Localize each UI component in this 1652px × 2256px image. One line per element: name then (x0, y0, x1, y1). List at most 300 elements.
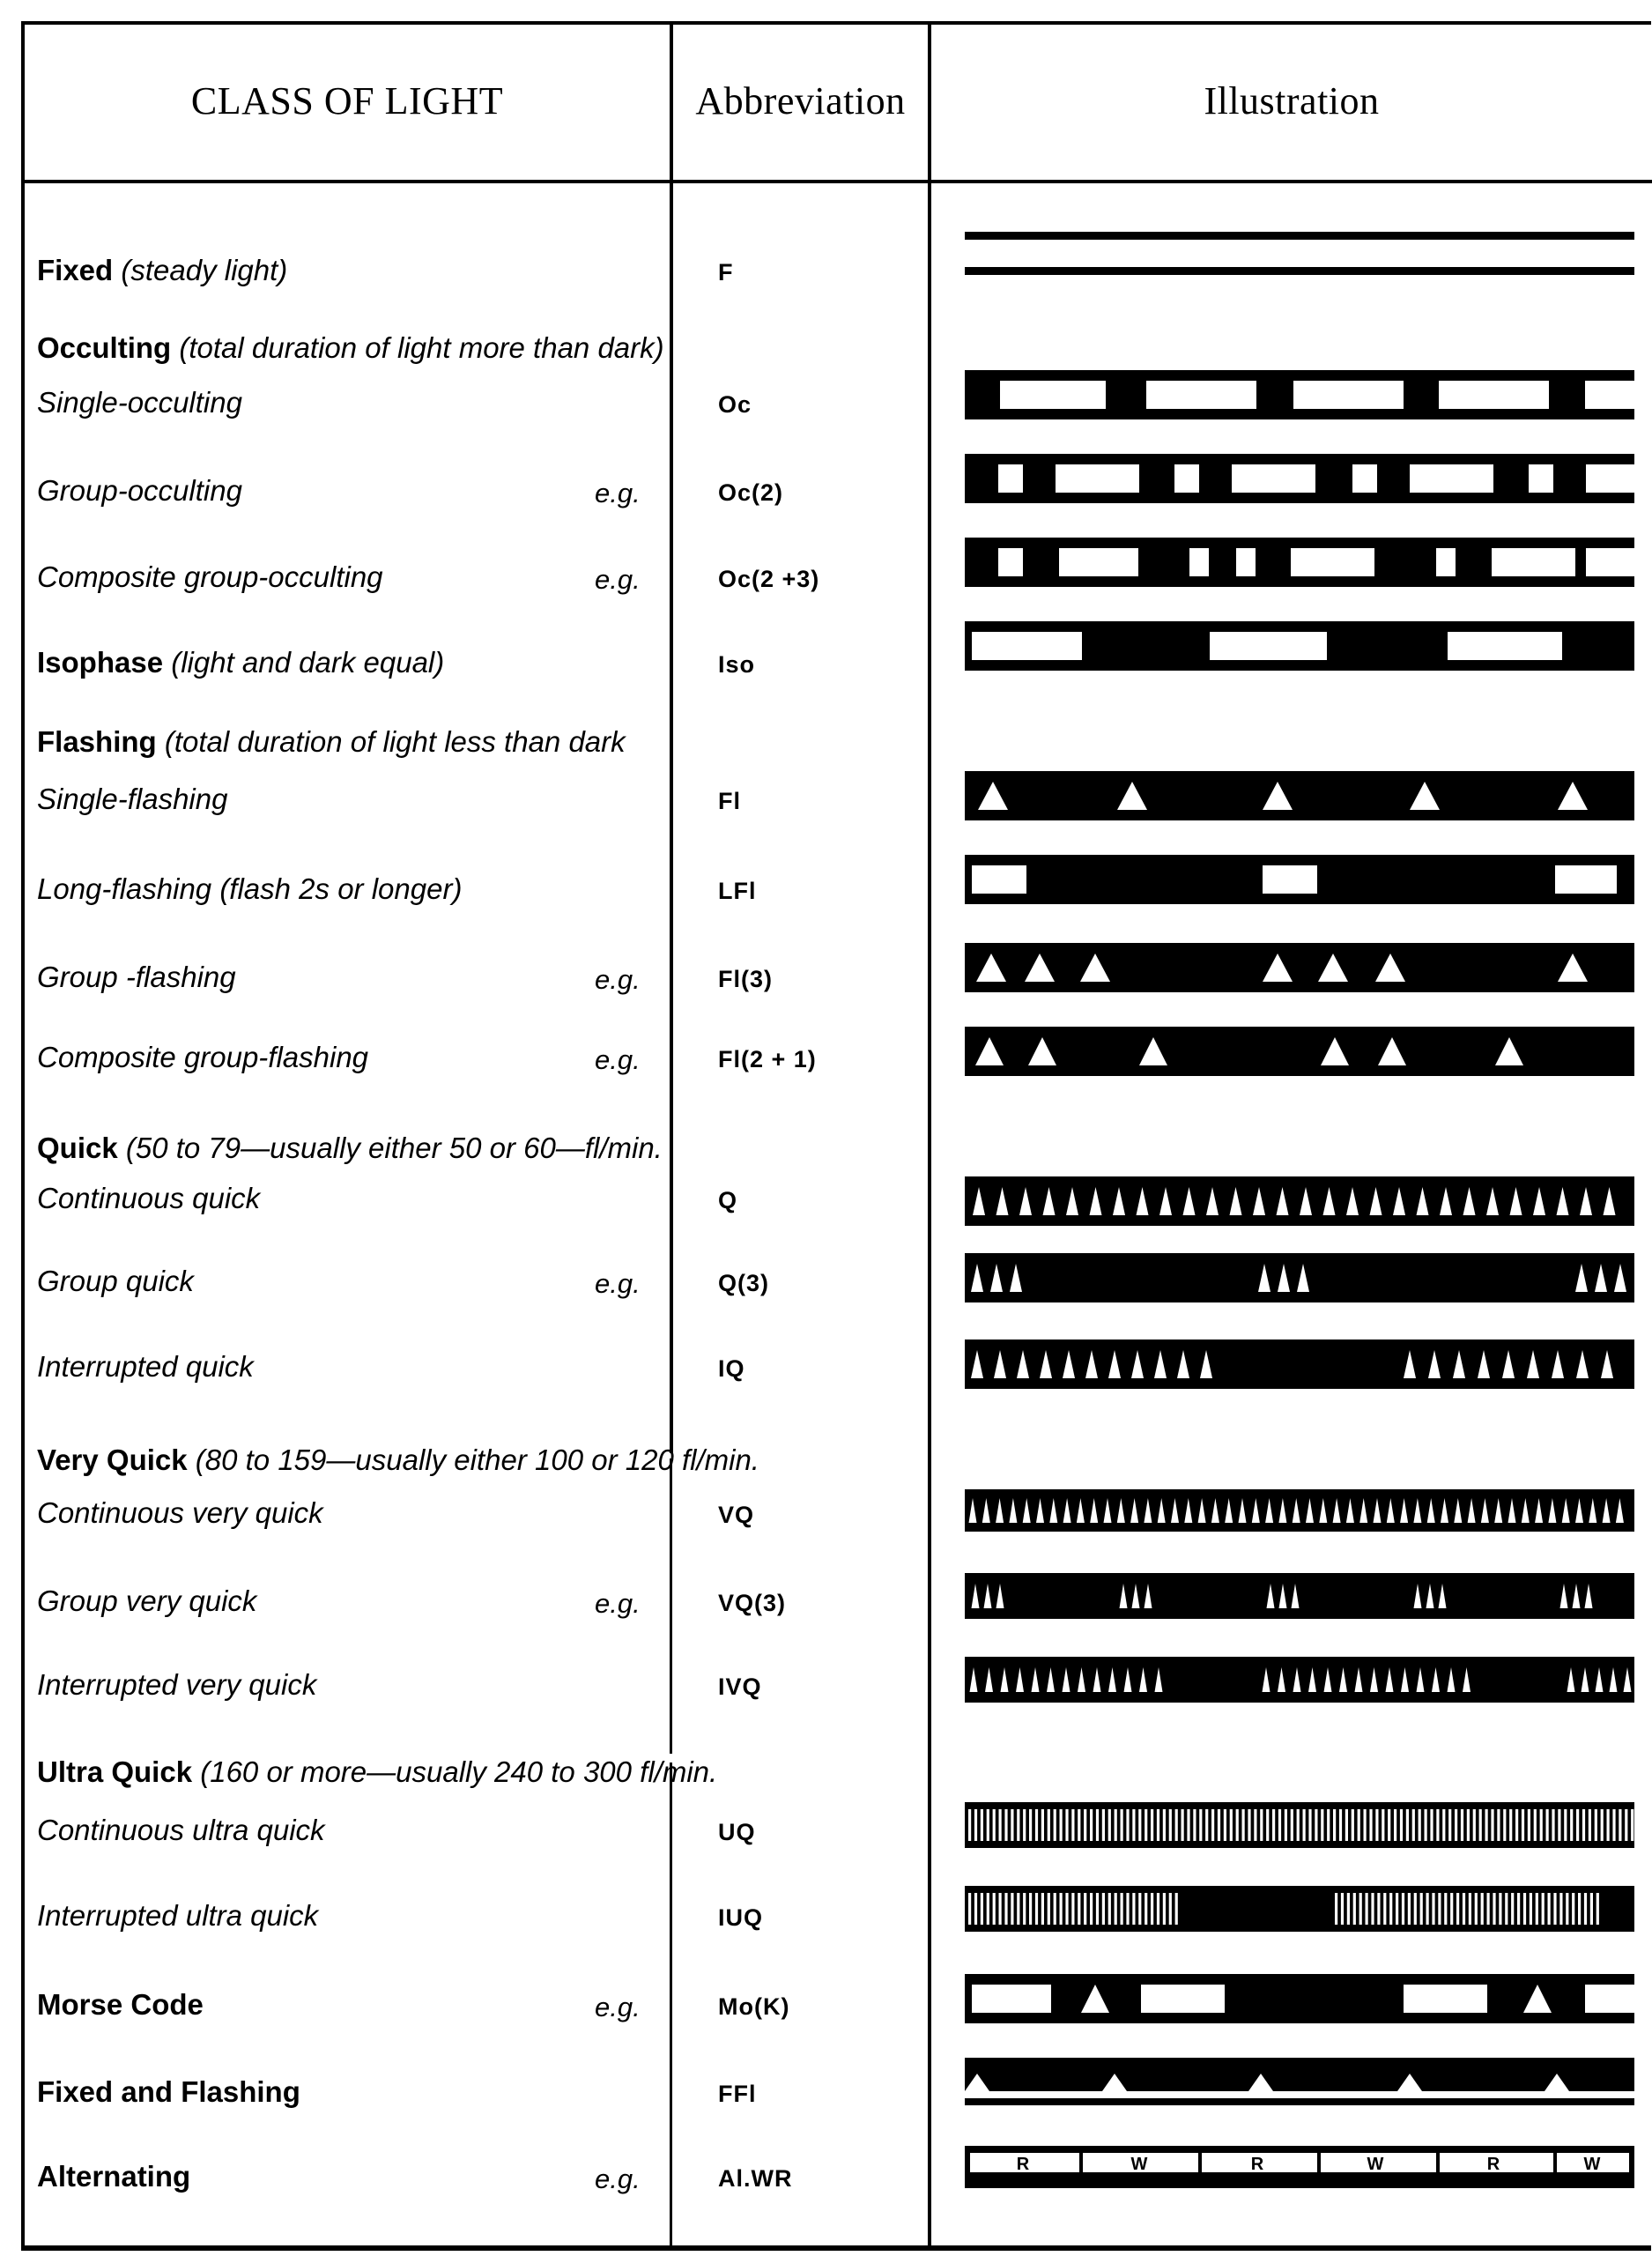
example-marker: e.g. (595, 1044, 641, 1075)
section-occulting: Occulting (total duration of light more than dark) (37, 331, 664, 364)
light-period (1169, 1809, 1172, 1841)
light-period (1011, 1809, 1013, 1841)
light-period (1151, 1893, 1153, 1925)
light-period (1612, 1809, 1615, 1841)
light-period (1497, 1809, 1500, 1841)
color-letter-r: R (1016, 2155, 1030, 2174)
light-period (1419, 1809, 1421, 1841)
light-period (1236, 548, 1256, 576)
light-period (1511, 1893, 1514, 1925)
light-period (1505, 1893, 1508, 1925)
abbreviation: Oc (718, 391, 752, 418)
column-divider-1c (670, 1762, 672, 2249)
header-abbreviation: Abbreviation (695, 78, 906, 122)
light-period (1054, 1809, 1056, 1841)
light-period (1523, 1893, 1526, 1925)
color-letter-w: W (1583, 2155, 1601, 2174)
example-marker: e.g. (595, 1588, 641, 1619)
light-period (1126, 1893, 1129, 1925)
light-class-name: Single-flashing (37, 783, 228, 815)
column-divider-1 (670, 21, 673, 1453)
abbreviation: IQ (718, 1355, 745, 1382)
light-period (1035, 1809, 1038, 1841)
light-period (1232, 464, 1315, 493)
light-period (1564, 1809, 1567, 1841)
light-period (1321, 1809, 1323, 1841)
steady-light-line (965, 267, 1634, 275)
light-period (1601, 1809, 1604, 1841)
light-period (1530, 1893, 1532, 1925)
light-period (1461, 1809, 1463, 1841)
light-period (1572, 1893, 1574, 1925)
dark-band (965, 943, 1634, 992)
light-class-name: Group-occulting (37, 474, 242, 507)
illustration-uq (965, 1802, 1634, 1848)
light-class-label (37, 962, 236, 991)
light-period (1242, 1809, 1245, 1841)
example-marker: e.g. (595, 964, 641, 995)
light-period (1444, 1893, 1447, 1925)
light-period (1499, 1893, 1501, 1925)
light-period (1169, 1893, 1172, 1925)
light-period (1586, 464, 1634, 493)
example-marker: e.g. (595, 1268, 641, 1299)
light-period (1388, 1809, 1390, 1841)
light-class-name: Composite group-occulting (37, 560, 383, 593)
abbreviation: VQ(3) (718, 1590, 787, 1616)
light-period (1585, 1985, 1634, 2013)
light-period (1163, 1893, 1166, 1925)
light-period (1522, 1809, 1524, 1841)
light-period (1291, 1809, 1293, 1841)
illustration-fl21 (965, 1027, 1634, 1076)
light-period (1546, 1809, 1549, 1841)
light-class-label (37, 476, 242, 505)
light-period (1182, 1809, 1184, 1841)
light-period (1383, 1893, 1386, 1925)
light-period (1121, 1893, 1123, 1925)
light-period (981, 1893, 983, 1925)
illustration-fixed (965, 225, 1634, 278)
light-class-name: Group very quick (37, 1584, 257, 1617)
light-period (1041, 1893, 1044, 1925)
light-period (1285, 1809, 1287, 1841)
light-class-label (37, 2077, 300, 2106)
light-period (974, 1893, 977, 1925)
light-period (1389, 1893, 1392, 1925)
light-period (1353, 1893, 1356, 1925)
light-class-name: Interrupted ultra quick (37, 1899, 319, 1932)
light-period (1017, 1809, 1019, 1841)
light-period (1473, 1809, 1476, 1841)
light-period (1352, 464, 1377, 493)
light-class-note: (steady light) (113, 254, 288, 286)
light-period (1333, 1809, 1336, 1841)
light-period (1011, 1893, 1013, 1925)
light-period (1151, 1809, 1153, 1841)
light-period (1442, 1809, 1445, 1841)
light-period (1358, 1809, 1360, 1841)
abbreviation: UQ (718, 1819, 756, 1845)
light-period (1248, 1809, 1250, 1841)
light-period (1060, 1809, 1063, 1841)
light-period (1108, 1809, 1111, 1841)
light-class-label (37, 1266, 194, 1295)
light-period (1481, 1893, 1484, 1925)
light-period (1414, 1893, 1417, 1925)
light-period (1278, 1809, 1281, 1841)
light-period (1426, 1893, 1429, 1925)
illustration-lfl (965, 855, 1634, 904)
column-divider-1b (670, 1458, 672, 1754)
light-class-label (37, 1990, 204, 2019)
abbreviation: Q(3) (718, 1270, 769, 1296)
light-class-note: (light and dark equal) (163, 646, 445, 679)
light-period (1408, 1893, 1411, 1925)
light-period (1529, 464, 1553, 493)
light-period (1553, 1893, 1556, 1925)
light-period (1542, 1893, 1545, 1925)
light-period (1205, 1809, 1208, 1841)
light-period (1448, 1809, 1451, 1841)
light-period (1509, 1809, 1512, 1841)
light-class-name: Interrupted very quick (37, 1668, 317, 1701)
light-period (1438, 1893, 1441, 1925)
dark-band (965, 1027, 1634, 1076)
light-period (1375, 1809, 1378, 1841)
light-period (1017, 1893, 1019, 1925)
light-period (1078, 1809, 1080, 1841)
light-class-label (37, 784, 227, 813)
abbreviation: FFl (718, 2081, 757, 2107)
light-class-name: Continuous very quick (37, 1496, 323, 1529)
light-period (1586, 548, 1634, 576)
light-period (1175, 1809, 1178, 1841)
light-period (1436, 1809, 1439, 1841)
light-period (1126, 1809, 1129, 1841)
light-period (1456, 1893, 1459, 1925)
light-class-name: Continuous quick (37, 1182, 261, 1214)
example-marker: e.g. (595, 564, 641, 595)
light-period (1570, 1809, 1573, 1841)
illustration-oc (965, 370, 1634, 419)
light-period (1396, 1893, 1398, 1925)
light-period (1048, 1893, 1050, 1925)
light-period (1096, 1893, 1099, 1925)
light-period (1366, 1893, 1368, 1925)
light-period (1364, 1809, 1367, 1841)
light-period (998, 548, 1023, 576)
light-period (1394, 1809, 1396, 1841)
light-period (1555, 865, 1617, 894)
light-period (1534, 1809, 1537, 1841)
light-period (1585, 381, 1634, 409)
dark-band (965, 771, 1634, 820)
color-letter-r: R (1486, 2155, 1500, 2174)
light-period (1189, 548, 1209, 576)
light-period (999, 1809, 1002, 1841)
light-period (1266, 1809, 1269, 1841)
light-period (1065, 1809, 1068, 1841)
phase-divider (1553, 2153, 1557, 2172)
light-period (1410, 464, 1493, 493)
light-period (1432, 1893, 1434, 1925)
light-class-label (37, 1043, 368, 1072)
light-period (1230, 1809, 1233, 1841)
light-period (1145, 1893, 1147, 1925)
light-class-label (37, 388, 242, 417)
example-marker: e.g. (595, 1992, 641, 2022)
light-class-name: Fixed and Flashing (37, 2075, 300, 2108)
abbreviation: Fl (718, 788, 741, 814)
light-period (1548, 1893, 1551, 1925)
abbreviation: IUQ (718, 1904, 764, 1931)
light-period (1210, 632, 1327, 660)
light-period (1102, 1893, 1105, 1925)
light-period (1371, 1893, 1374, 1925)
light-period (1576, 1809, 1579, 1841)
light-period (1263, 865, 1317, 894)
color-letter-w: W (1367, 2155, 1384, 2174)
color-letter-w: W (1130, 2155, 1148, 2174)
light-period (1029, 1809, 1032, 1841)
light-period (1218, 1809, 1220, 1841)
light-period (1187, 1809, 1189, 1841)
color-letter-r: R (1250, 2155, 1264, 2174)
light-period (1303, 1809, 1306, 1841)
header-class-of-light: CLASS OF LIGHT (190, 78, 504, 122)
light-period (1004, 1809, 1007, 1841)
light-period (998, 464, 1023, 493)
illustration-q (965, 1176, 1634, 1226)
light-period (1004, 1893, 1007, 1925)
light-period (1138, 1893, 1141, 1925)
light-period (972, 1985, 1051, 2013)
light-period (1528, 1809, 1530, 1841)
light-period (968, 1809, 971, 1841)
light-period (1157, 1809, 1159, 1841)
illustration-vq (965, 1489, 1634, 1532)
light-period (1335, 1893, 1337, 1925)
light-period (1406, 1809, 1409, 1841)
illustration-ffl (965, 2058, 1634, 2107)
light-class-label (37, 874, 462, 903)
light-period (1359, 1893, 1362, 1925)
light-class-label (37, 1498, 323, 1527)
light-period (1595, 1809, 1597, 1841)
phase-divider (1198, 2153, 1202, 2172)
light-class-label (37, 256, 287, 285)
light-period (1059, 548, 1138, 576)
abbreviation: Q (718, 1187, 738, 1213)
dark-band (965, 1573, 1634, 1619)
light-period (1607, 1809, 1610, 1841)
light-period (1596, 1893, 1599, 1925)
light-period (1584, 1893, 1587, 1925)
light-period (972, 632, 1082, 660)
light-period (1121, 1809, 1123, 1841)
light-period (1078, 1893, 1080, 1925)
dark-band (965, 1886, 1634, 1932)
light-period (1254, 1809, 1256, 1841)
light-period (1475, 1893, 1478, 1925)
light-period (1341, 1893, 1344, 1925)
light-period (993, 1893, 996, 1925)
light-period (1558, 1809, 1560, 1841)
light-period (1065, 1893, 1068, 1925)
light-period (1582, 1809, 1585, 1841)
light-period (999, 1893, 1002, 1925)
light-period (1096, 1809, 1099, 1841)
light-period (1236, 1809, 1239, 1841)
light-period (1450, 1893, 1453, 1925)
illustration-ivq (965, 1657, 1634, 1703)
light-period (1631, 1809, 1633, 1841)
light-period (1084, 1809, 1086, 1841)
light-period (1291, 548, 1374, 576)
light-period (1090, 1809, 1093, 1841)
light-period (1619, 1809, 1621, 1841)
light-period (1084, 1893, 1086, 1925)
example-marker: e.g. (595, 2163, 641, 2194)
light-class-label (37, 1670, 316, 1699)
light-class-name: Interrupted quick (37, 1350, 254, 1383)
light-period (1536, 1893, 1538, 1925)
light-period (1402, 1893, 1404, 1925)
header-divider (21, 180, 1652, 183)
illustration-mo (965, 1974, 1634, 2023)
light-period (1369, 1809, 1372, 1841)
light-period (1090, 1893, 1093, 1925)
light-period (1382, 1809, 1384, 1841)
light-period (1293, 381, 1404, 409)
column-divider-2 (928, 21, 931, 2249)
light-period (1412, 1809, 1415, 1841)
light-period (1060, 1893, 1063, 1925)
light-period (1224, 1809, 1226, 1841)
light-period (1272, 1809, 1275, 1841)
light-class-label (37, 2162, 190, 2191)
steady-light-line (965, 2098, 1634, 2105)
light-period (1163, 1809, 1166, 1841)
light-period (974, 1809, 977, 1841)
light-period (1041, 1809, 1044, 1841)
light-period (987, 1893, 989, 1925)
light-period (1487, 1893, 1490, 1925)
light-period (1455, 1809, 1457, 1841)
light-period (1115, 1809, 1117, 1841)
light-period (1448, 632, 1562, 660)
light-class-name: Morse Code (37, 1988, 204, 2021)
illustration-q3 (965, 1253, 1634, 1302)
light-class-name: Composite group-flashing (37, 1041, 369, 1073)
phase-divider (1317, 2153, 1321, 2172)
light-period (1352, 1809, 1354, 1841)
abbreviation: Al.WR (718, 2165, 793, 2192)
light-period (1425, 1809, 1427, 1841)
light-period (1193, 1809, 1196, 1841)
phase-divider (1079, 2153, 1083, 2172)
fixed-light-band (965, 2058, 1634, 2091)
light-period (1054, 1893, 1056, 1925)
light-period (1260, 1809, 1263, 1841)
illustration-vq3 (965, 1573, 1634, 1619)
light-period (1023, 1893, 1026, 1925)
light-period (1157, 1893, 1159, 1925)
light-period (1000, 381, 1106, 409)
abbreviation: IVQ (718, 1673, 762, 1700)
light-period (1404, 1985, 1487, 2013)
light-period (1029, 1893, 1032, 1925)
light-class-name: Continuous ultra quick (37, 1814, 325, 1846)
light-period (1108, 1893, 1111, 1925)
light-period (1439, 381, 1549, 409)
header-illustration: Illustration (1204, 78, 1380, 122)
light-class-name: Long-flashing (flash 2s or longer) (37, 872, 463, 905)
light-period (1211, 1809, 1214, 1841)
light-period (1589, 1809, 1591, 1841)
light-period (1327, 1809, 1330, 1841)
light-period (1115, 1893, 1117, 1925)
light-class-label (37, 648, 444, 677)
light-period (1479, 1809, 1482, 1841)
light-class-label (37, 562, 383, 591)
light-period (1347, 1893, 1350, 1925)
illustration-alt (965, 2146, 1634, 2188)
light-period (1590, 1893, 1593, 1925)
abbreviation: Fl(3) (718, 966, 773, 992)
light-period (1339, 1809, 1342, 1841)
light-period (1625, 1809, 1627, 1841)
light-period (1517, 1893, 1520, 1925)
light-period (1048, 1809, 1050, 1841)
light-period (1308, 1809, 1311, 1841)
light-period (1132, 1893, 1135, 1925)
abbreviation: Oc(2 +3) (718, 566, 820, 592)
light-period (972, 865, 1026, 894)
light-period (1430, 1809, 1433, 1841)
example-marker: e.g. (595, 478, 641, 508)
light-class-label (37, 1901, 318, 1930)
light-class-label (37, 1586, 256, 1615)
section-ultra-quick: Ultra Quick (160 or more—usually 240 to 300 fl/min. (37, 1755, 718, 1788)
light-period (1552, 1809, 1554, 1841)
light-period (1566, 1893, 1568, 1925)
light-period (987, 1809, 989, 1841)
dark-band (965, 1253, 1634, 1302)
light-period (1056, 464, 1139, 493)
abbreviation: Mo(K) (718, 1993, 790, 2020)
light-class-name: Single-occulting (37, 386, 242, 419)
light-period (1199, 1809, 1202, 1841)
light-period (1345, 1809, 1348, 1841)
light-period (1492, 548, 1575, 576)
section-quick: Quick (50 to 79—usually either 50 or 60—fl/min. (37, 1132, 663, 1164)
phase-divider (1436, 2153, 1440, 2172)
illustration-oc2 (965, 454, 1634, 503)
light-period (1138, 1809, 1141, 1841)
steady-light-line (965, 232, 1634, 240)
light-period (1503, 1809, 1506, 1841)
light-period (1540, 1809, 1543, 1841)
light-period (1463, 1893, 1465, 1925)
light-period (1559, 1893, 1562, 1925)
light-class-name: Alternating (37, 2160, 191, 2193)
illustration-fl3 (965, 943, 1634, 992)
light-period (1493, 1893, 1495, 1925)
light-class-name: Group -flashing (37, 961, 236, 993)
illustration-oc23 (965, 538, 1634, 587)
